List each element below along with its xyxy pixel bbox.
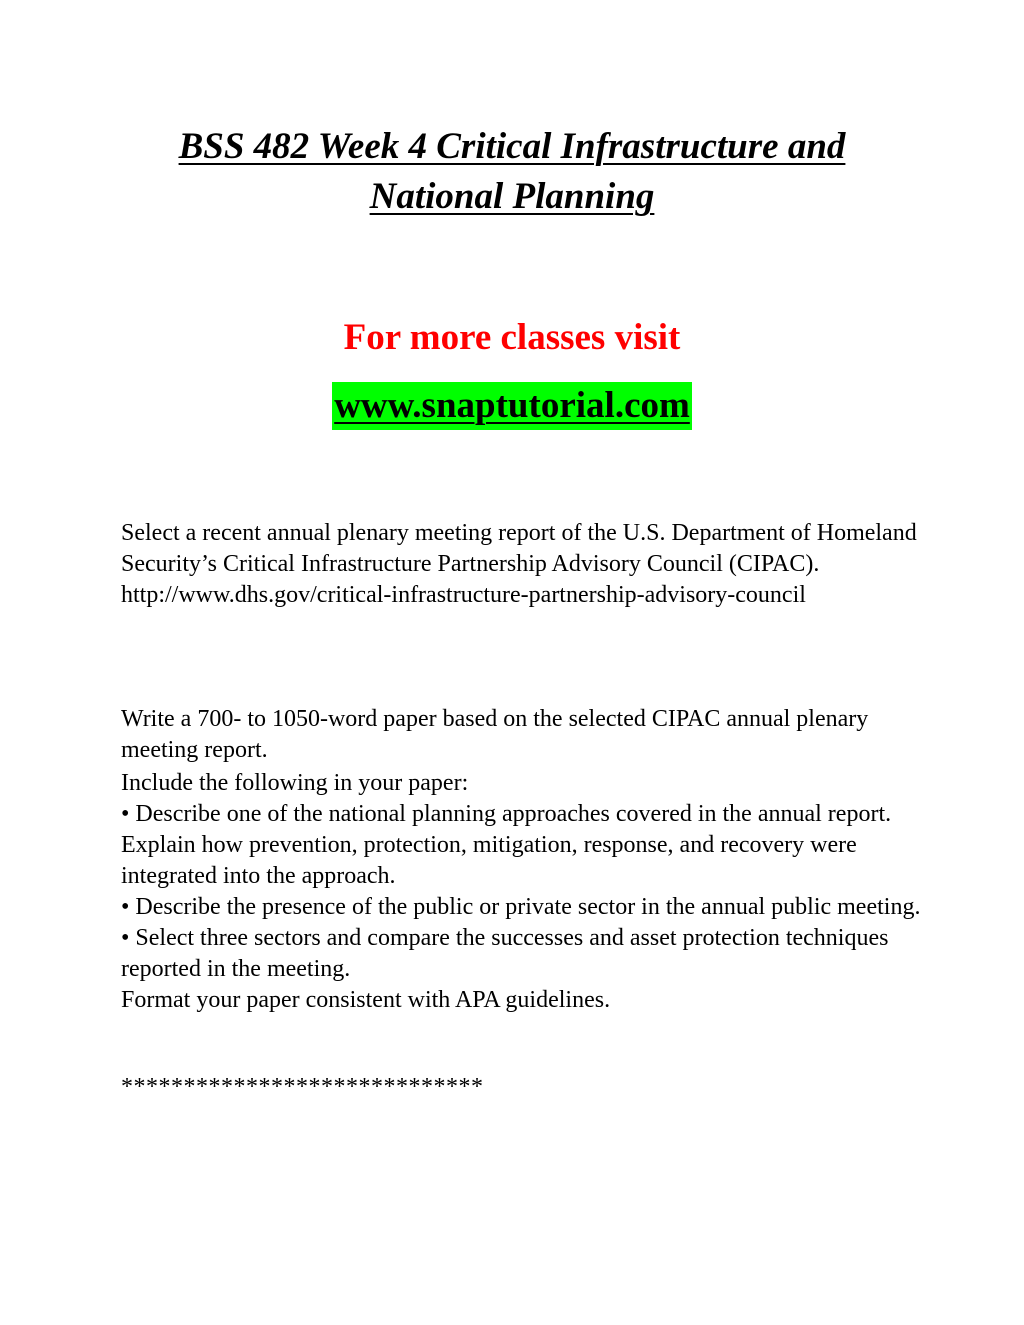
assignment-intro — [121, 518, 921, 611]
assignment-instructions — [121, 704, 921, 1016]
instruction-bullet: • Describe the presence of the public or private sector in the annual public meeting. — [121, 894, 921, 920]
separator-stars: ***************************** — [121, 1074, 484, 1100]
instruction-line: Include the following in your paper: — [121, 770, 469, 796]
title-line-1: BSS 482 Week 4 Critical Infrastructure and — [178, 126, 846, 167]
promo-link[interactable]: www.snaptutorial.com — [332, 382, 692, 430]
title-line-2: National Planning — [369, 176, 655, 217]
instruction-bullet: • Describe one of the national planning approaches covered in the annual report. Explain how prevention, protection, mitigation, response, and recovery were integrated into the approach. — [121, 801, 892, 889]
instruction-bullet: • Select three sectors and compare the successes and asset protection techniques reported in the meeting. — [121, 925, 889, 982]
page-title — [0, 122, 1024, 222]
promo-heading — [0, 314, 1024, 362]
intro-paragraph: Select a recent annual plenary meeting report of the U.S. Department of Homeland Security’s Critical Infrastructure Partnership Advisory Council (CIPAC). http://www.dhs.gov/critical-infrastructure-partnership-advisory-council — [121, 520, 917, 608]
promo-text: For more classes visit — [343, 317, 681, 358]
promo-link-container — [0, 382, 1024, 430]
instruction-line: Write a 700- to 1050-word paper based on the selected CIPAC annual plenary meeting report. — [121, 706, 869, 763]
instruction-line: Format your paper consistent with APA guidelines. — [121, 987, 611, 1013]
